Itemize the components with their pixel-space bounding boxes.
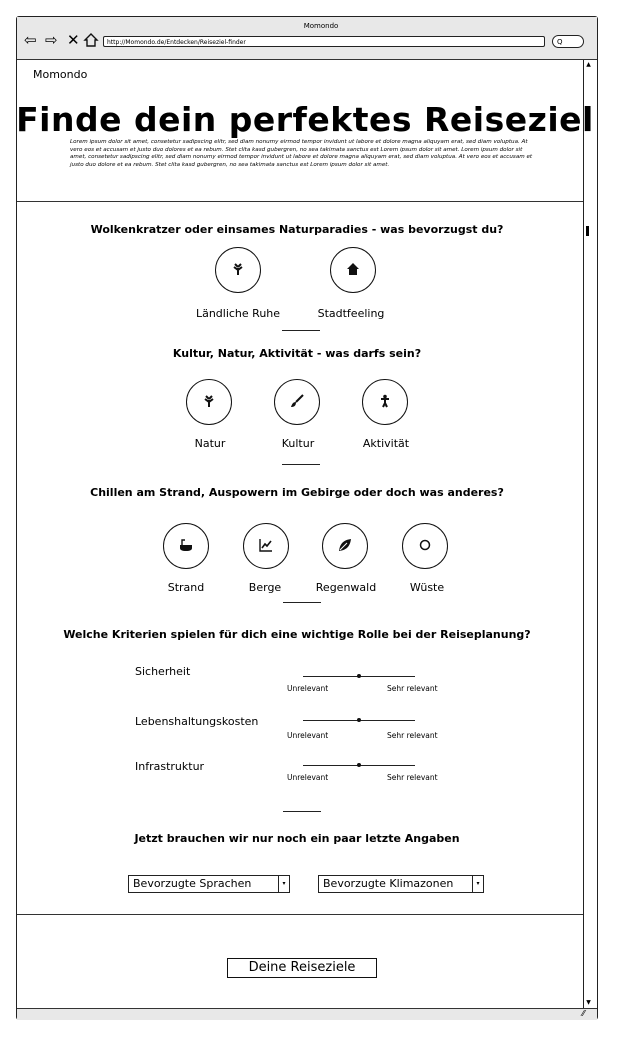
question-5: Jetzt brauchen wir nur noch ein paar letzte Angaben <box>134 832 460 845</box>
slider-knob[interactable] <box>357 674 361 678</box>
address-bar[interactable]: http://Momondo.de/Entdecken/Reiseziel-finder <box>103 36 545 47</box>
climate-select[interactable] <box>318 875 484 893</box>
question-4: Welche Kriterien spielen für dich eine wichtige Rolle bei der Reiseplanung? <box>63 628 531 641</box>
leaf-sprig-icon <box>231 261 245 280</box>
climate-select-value: Bevorzugte Klimazonen <box>323 877 454 890</box>
label-aktivitaet: Aktivität <box>362 437 410 450</box>
label-berge: Berge <box>248 581 282 594</box>
label-strand: Strand <box>167 581 205 594</box>
page-title: Finde dein perfektes Reiseziel <box>16 100 594 139</box>
label-kultur: Kultur <box>281 437 315 450</box>
house-icon <box>346 261 360 280</box>
section-separator <box>282 330 320 331</box>
option-kultur[interactable] <box>274 379 320 425</box>
home-icon[interactable] <box>83 32 99 52</box>
question-1: Wolkenkratzer oder einsames Naturparadies - was bevorzugst du? <box>90 223 504 236</box>
question-2: Kultur, Natur, Aktivität - was darfs sein? <box>172 347 422 360</box>
chevron-down-icon[interactable]: ▾ <box>278 876 289 892</box>
label-natur: Natur <box>194 437 226 450</box>
section-separator <box>283 811 321 812</box>
label-stadtfeeling: Stadtfeeling <box>317 307 385 320</box>
slider-low-label: Unrelevant <box>287 731 329 740</box>
option-wueste[interactable] <box>402 523 448 569</box>
slider-high-label: Sehr relevant <box>387 731 438 740</box>
person-icon <box>378 393 392 412</box>
label-regenwald: Regenwald <box>315 581 377 594</box>
label-laendliche-ruhe: Ländliche Ruhe <box>195 307 281 320</box>
scroll-up-icon[interactable]: ▲ <box>586 61 591 68</box>
label-wueste: Wüste <box>409 581 445 594</box>
languages-select-value: Bevorzugte Sprachen <box>133 877 252 890</box>
option-berge[interactable] <box>243 523 289 569</box>
scroll-down-icon[interactable]: ▼ <box>586 999 591 1006</box>
status-bar <box>17 1008 597 1020</box>
intro-text: Lorem ipsum dolor sit amet, consetetur sadipscing elitr, sed diam nonumy eirmod tempor invidunt ut labore et dolore magna aliquyam erat, sed diam voluptua. At vero eos et accusam et justo duo dolores et ea rebum. Stet clita kasd gubergren, no sea takimata sanctus est Lorem ipsum dolor sit amet. Lorem ipsum dolor sit amet, consetetur sadipscing elitr, sed diam nonumy eirmod tempor invidunt ut labore et dolore magna aliquyam erat, sed diam voluptua. At vero eos et accusam et justo duo dolore et ea rebum. Stet clita kasd gubergren, no sea takimata sanctus est Lorem ipsum dolor sit amet. <box>70 139 533 168</box>
question-3: Chillen am Strand, Auspowern im Gebirge oder doch was anderes? <box>90 486 504 499</box>
close-icon[interactable]: ✕ <box>67 31 80 49</box>
criterion-label: Infrastruktur <box>135 760 205 773</box>
leaf-icon <box>338 537 352 556</box>
line-chart-icon <box>259 537 273 556</box>
window-title: Momondo <box>303 22 339 30</box>
back-arrow-icon[interactable]: ⇦ <box>24 31 37 49</box>
slider-knob[interactable] <box>357 718 361 722</box>
paintbrush-icon <box>290 393 304 412</box>
search-icon: Q <box>557 38 563 46</box>
leaf-sprig-icon <box>202 393 216 412</box>
bathtub-icon <box>179 537 193 556</box>
resize-grip-icon[interactable]: ⁄⁄ <box>582 1009 585 1018</box>
slider-low-label: Unrelevant <box>287 773 329 782</box>
option-natur[interactable] <box>186 379 232 425</box>
brand-name: Momondo <box>33 68 88 81</box>
slider-knob[interactable] <box>357 763 361 767</box>
option-regenwald[interactable] <box>322 523 368 569</box>
divider <box>17 914 583 915</box>
option-strand[interactable] <box>163 523 209 569</box>
vertical-scrollbar[interactable] <box>583 60 594 1008</box>
circle-icon <box>418 537 432 556</box>
criterion-label: Sicherheit <box>135 665 191 678</box>
criterion-label: Lebenshaltungskosten <box>135 715 259 728</box>
languages-select[interactable] <box>128 875 290 893</box>
search-field[interactable] <box>552 35 584 48</box>
section-separator <box>282 464 320 465</box>
slider-high-label: Sehr relevant <box>387 684 438 693</box>
divider <box>17 201 583 202</box>
slider-high-label: Sehr relevant <box>387 773 438 782</box>
forward-arrow-icon[interactable]: ⇨ <box>45 31 58 49</box>
slider-low-label: Unrelevant <box>287 684 329 693</box>
option-stadtfeeling[interactable] <box>330 247 376 293</box>
chevron-down-icon[interactable]: ▾ <box>472 876 483 892</box>
option-laendliche-ruhe[interactable] <box>215 247 261 293</box>
option-aktivitaet[interactable] <box>362 379 408 425</box>
submit-button[interactable]: Deine Reiseziele <box>227 958 377 978</box>
section-separator <box>283 602 321 603</box>
